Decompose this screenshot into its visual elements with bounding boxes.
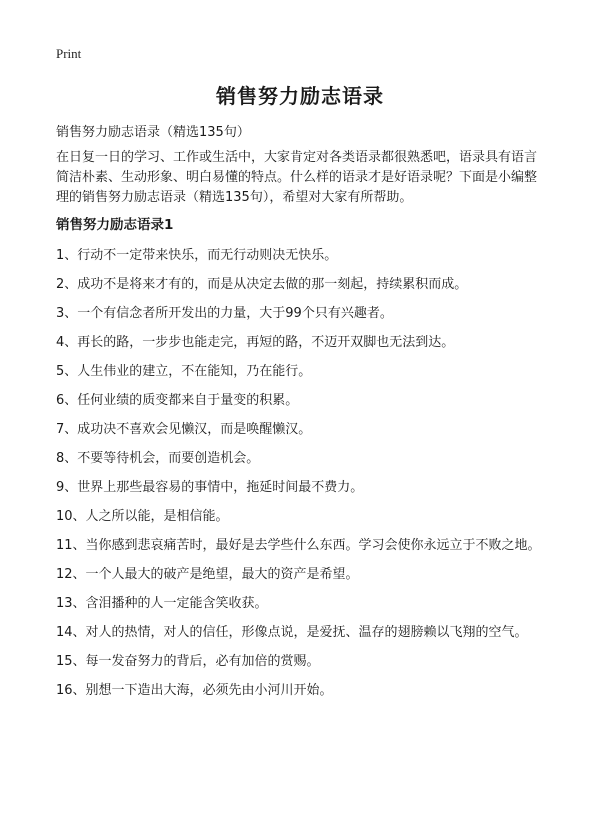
- quote-item: 1、行动不一定带来快乐，而无行动则决无快乐。: [56, 248, 338, 263]
- quote-item: 7、成功决不喜欢会见懒汉，而是唤醒懒汉。: [56, 422, 312, 437]
- quote-item: 14、对人的热情，对人的信任，形像点说，是爱抚、温存的翅膀赖以飞翔的空气。: [56, 625, 528, 640]
- quote-item: 6、任何业绩的质变都来自于量变的积累。: [56, 393, 299, 408]
- quote-item: 15、每一发奋努力的背后，必有加倍的赏赐。: [56, 654, 320, 669]
- quote-item: 4、再长的路，一步步也能走完，再短的路，不迈开双脚也无法到达。: [56, 335, 455, 350]
- quote-list: [56, 246, 556, 710]
- section-heading: 销售努力励志语录1: [56, 217, 174, 233]
- quote-item: 8、不要等待机会，而要创造机会。: [56, 451, 260, 466]
- intro-paragraph: 在日复一日的学习、工作或生活中，大家肯定对各类语录都很熟悉吧，语录具有语言简洁朴素、生动形象、明白易懂的特点。什么样的语录才是好语录呢？下面是小编整理的销售努力励志语录（精选135句），希望对大家有所帮助。: [56, 150, 538, 205]
- quote-item: 13、含泪播种的人一定能含笑收获。: [56, 596, 268, 611]
- print-link[interactable]: Print: [56, 46, 82, 61]
- quote-item: 9、世界上那些最容易的事情中，拖延时间最不费力。: [56, 480, 364, 495]
- quote-item: 16、别想一下造出大海，必须先由小河川开始。: [56, 683, 333, 698]
- quote-item: 12、一个人最大的破产是绝望，最大的资产是希望。: [56, 567, 359, 582]
- quote-item: 5、人生伟业的建立，不在能知，乃在能行。: [56, 364, 312, 379]
- quote-item: 2、成功不是将来才有的，而是从决定去做的那一刻起，持续累积而成。: [56, 277, 468, 292]
- page-title: 销售努力励志语录: [216, 84, 384, 108]
- quote-item: 10、人之所以能，是相信能。: [56, 509, 229, 524]
- subtitle: 销售努力励志语录（精选135句）: [56, 125, 250, 140]
- quote-item: 3、一个有信念者所开发出的力量，大于99个只有兴趣者。: [56, 306, 393, 321]
- quote-item: 11、当你感到悲哀痛苦时，最好是去学些什么东西。学习会使你永远立于不败之地。: [56, 538, 541, 553]
